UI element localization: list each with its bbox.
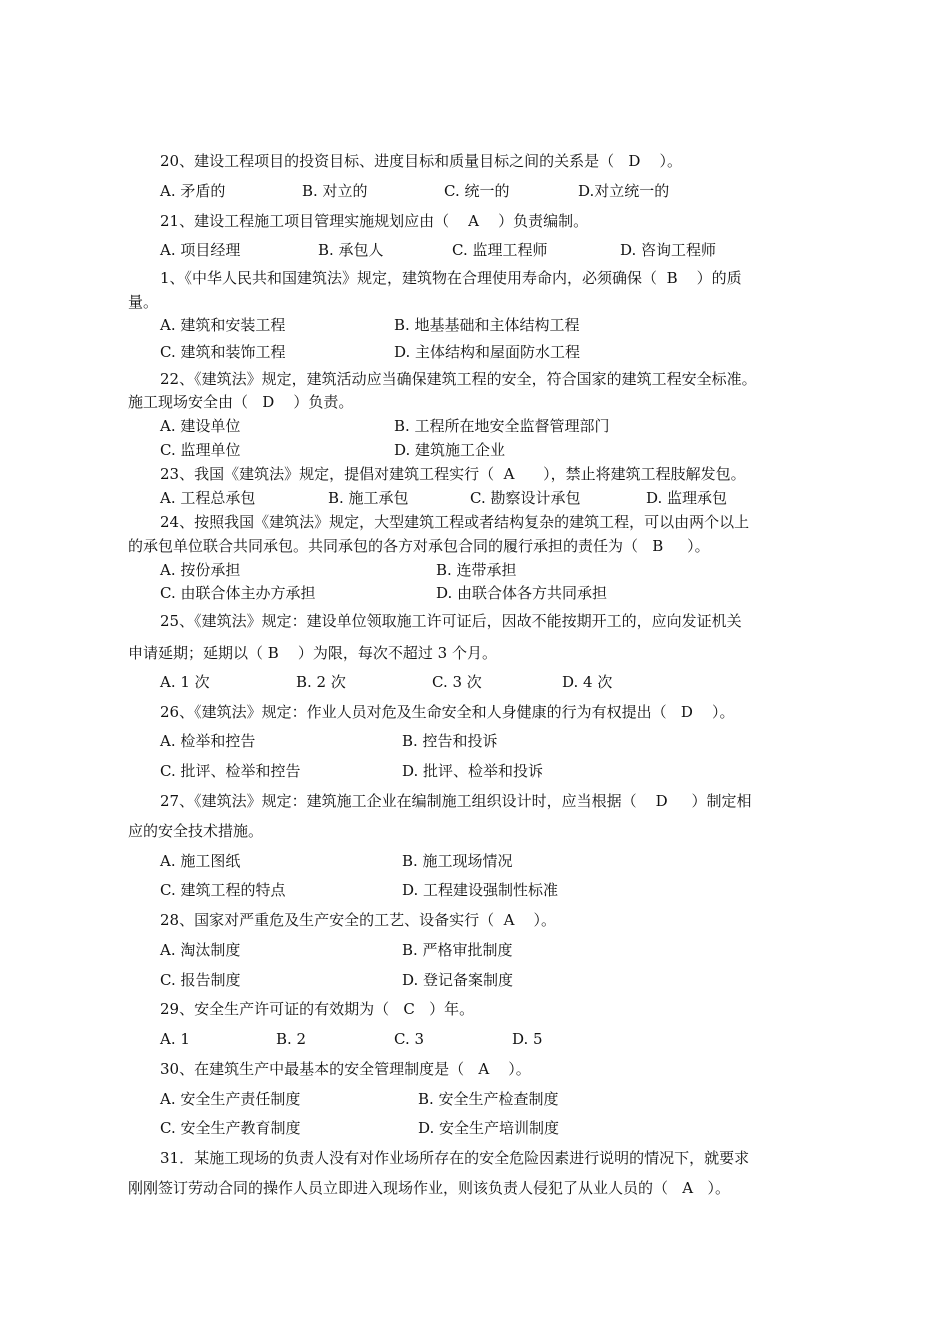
question-28: 28、国家对严重危及生产安全的工艺、设备实行（ A ）。 bbox=[160, 911, 557, 929]
option-b: B. 2 次 bbox=[296, 673, 346, 691]
question-31-cont: 刚刚签订劳动合同的操作人员立即进入现场作业，则该负责人侵犯了从业人员的（ A ）。 bbox=[128, 1179, 730, 1197]
option-b: B. 控告和投诉 bbox=[402, 732, 498, 750]
option-d: D. 监理承包 bbox=[646, 489, 728, 507]
question-22-cont: 施工现场安全由（ D ）负责。 bbox=[128, 393, 354, 411]
question-23: 23、我国《建筑法》规定，提倡对建筑工程实行（ A ），禁止将建筑工程肢解发包。 bbox=[160, 465, 746, 483]
question-20: 20、建设工程项目的投资目标、进度目标和质量目标之间的关系是（ D ）。 bbox=[160, 152, 682, 170]
option-b: B. 严格审批制度 bbox=[402, 941, 513, 959]
option-a: A. 施工图纸 bbox=[160, 852, 241, 870]
option-c: C. 监理单位 bbox=[160, 441, 241, 459]
question-27: 27、《建筑法》规定：建筑施工企业在编制施工组织设计时，应当根据（ D ）制定相 bbox=[160, 792, 752, 810]
option-b: B. 承包人 bbox=[318, 241, 384, 259]
option-d: D. 登记备案制度 bbox=[402, 971, 514, 989]
option-b: B. 连带承担 bbox=[436, 561, 517, 579]
option-c: C. 由联合体主办方承担 bbox=[160, 584, 316, 602]
question-1-cont: 量。 bbox=[128, 293, 159, 311]
option-a: A. 按份承担 bbox=[160, 561, 241, 579]
option-a: A. 安全生产责任制度 bbox=[160, 1090, 301, 1108]
option-a: A. 检举和控告 bbox=[160, 732, 256, 750]
question-21: 21、建设工程施工项目管理实施规划应由（ A ）负责编制。 bbox=[160, 212, 589, 230]
option-a: A. 矛盾的 bbox=[160, 182, 226, 200]
option-c: C. 安全生产教育制度 bbox=[160, 1119, 301, 1137]
option-d: D. 批评、检举和投诉 bbox=[402, 762, 544, 780]
option-a: A. 建设单位 bbox=[160, 417, 241, 435]
question-30: 30、在建筑生产中最基本的安全管理制度是（ A ）。 bbox=[160, 1060, 531, 1078]
option-d: D. 工程建设强制性标准 bbox=[402, 881, 559, 899]
question-29: 29、安全生产许可证的有效期为（ C ）年。 bbox=[160, 1000, 475, 1018]
option-c: C. 建筑和装饰工程 bbox=[160, 343, 286, 361]
option-d: D. 4 次 bbox=[562, 673, 613, 691]
option-b: B. 工程所在地安全监督管理部门 bbox=[394, 417, 610, 435]
option-d: D. 5 bbox=[512, 1030, 543, 1048]
option-a: A. 工程总承包 bbox=[160, 489, 256, 507]
option-a: A. 1 次 bbox=[160, 673, 210, 691]
question-1: 1、《中华人民共和国建筑法》规定，建筑物在合理使用寿命内，必须确保（ B ）的质 bbox=[160, 269, 742, 287]
option-c: C. 3 次 bbox=[432, 673, 482, 691]
option-d: D. 主体结构和屋面防水工程 bbox=[394, 343, 581, 361]
option-c: C. 勘察设计承包 bbox=[470, 489, 581, 507]
option-b: B. 施工现场情况 bbox=[402, 852, 513, 870]
option-c: C. 报告制度 bbox=[160, 971, 241, 989]
question-25-cont: 申请延期；延期以（ B ）为限，每次不超过 3 个月。 bbox=[128, 644, 497, 662]
option-c: C. 建筑工程的特点 bbox=[160, 881, 286, 899]
question-27-cont: 应的安全技术措施。 bbox=[128, 822, 264, 840]
question-24: 24、按照我国《建筑法》规定，大型建筑工程或者结构复杂的建筑工程，可以由两个以上 bbox=[160, 513, 750, 531]
option-b: B. 施工承包 bbox=[328, 489, 409, 507]
option-c: C. 监理工程师 bbox=[452, 241, 548, 259]
option-d: D.对立统一的 bbox=[578, 182, 670, 200]
question-24-cont: 的承包单位联合共同承包。共同承包的各方对承包合同的履行承担的责任为（ B ）。 bbox=[128, 537, 710, 555]
option-d: D. 建筑施工企业 bbox=[394, 441, 506, 459]
option-a: A. 项目经理 bbox=[160, 241, 241, 259]
option-c: C. 3 bbox=[394, 1030, 425, 1048]
option-a: A. 建筑和安装工程 bbox=[160, 316, 286, 334]
question-26: 26、《建筑法》规定：作业人员对危及生命安全和人身健康的行为有权提出（ D ）。 bbox=[160, 703, 735, 721]
option-b: B. 安全生产检查制度 bbox=[418, 1090, 559, 1108]
option-c: C. 批评、检举和控告 bbox=[160, 762, 301, 780]
question-22: 22、《建筑法》规定，建筑活动应当确保建筑工程的安全，符合国家的建筑工程安全标准。 bbox=[160, 370, 757, 388]
option-c: C. 统一的 bbox=[444, 182, 510, 200]
option-b: B. 地基基础和主体结构工程 bbox=[394, 316, 580, 334]
option-d: D. 安全生产培训制度 bbox=[418, 1119, 560, 1137]
option-b: B. 对立的 bbox=[302, 182, 368, 200]
option-d: D. 由联合体各方共同承担 bbox=[436, 584, 608, 602]
option-a: A. 1 bbox=[160, 1030, 190, 1048]
option-b: B. 2 bbox=[276, 1030, 307, 1048]
question-25: 25、《建筑法》规定：建设单位领取施工许可证后，因故不能按期开工的，应向发证机关 bbox=[160, 612, 742, 630]
question-31: 31．某施工现场的负责人没有对作业场所存在的安全危险因素进行说明的情况下，就要求 bbox=[160, 1149, 750, 1167]
option-a: A. 淘汰制度 bbox=[160, 941, 241, 959]
option-d: D. 咨询工程师 bbox=[620, 241, 717, 259]
